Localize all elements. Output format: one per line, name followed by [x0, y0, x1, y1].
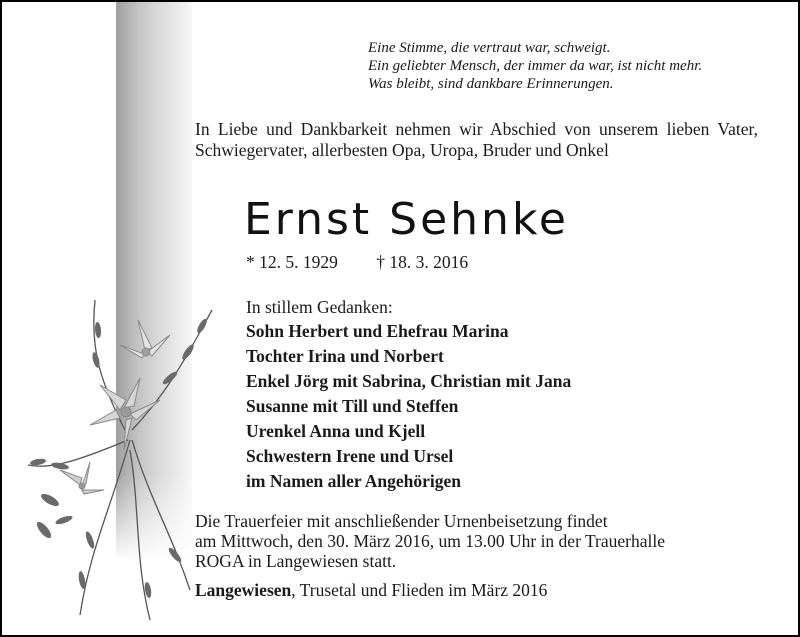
place-town: Langewiesen — [195, 580, 292, 600]
motto-line: Was bleibt, sind dankbare Erinnerungen. — [368, 76, 614, 92]
mourner-line: Urenkel Anna und Kjell — [246, 421, 426, 441]
service-line: am Mittwoch, den 30. März 2016, um 13.00 Uhr in der Trauerhalle — [195, 531, 665, 551]
birth-date: * 12. 5. 1929 — [246, 252, 338, 272]
mourner-line: Sohn Herbert und Ehefrau Marina — [246, 321, 509, 341]
place-rest: , Trusetal und Flieden im März 2016 — [291, 580, 548, 600]
motto-line: Eine Stimme, die vertraut war, schweigt. — [368, 40, 611, 56]
motto-line: Ein geliebter Mensch, der immer da war, ist nicht mehr. — [368, 58, 703, 74]
death-date: † 18. 3. 2016 — [376, 252, 469, 272]
mourners-list — [246, 295, 571, 494]
life-dates — [246, 252, 468, 273]
motto-verse — [368, 39, 778, 93]
mourner-line: Susanne mit Till und Steffen — [246, 396, 459, 416]
service-line: ROGA in Langewiesen statt. — [195, 551, 397, 571]
mourner-line: Enkel Jörg mit Sabrina, Christian mit Jana — [246, 371, 572, 391]
farewell-intro: In Liebe und Dankbarkeit nehmen wir Abschied von unserem lieben Vater, Schwiegervater, allerbesten Opa, Uropa, Bruder und Onkel — [195, 119, 758, 160]
service-line: Die Trauerfeier mit anschließender Urnenbeisetzung findet — [195, 511, 608, 531]
place-and-date — [195, 580, 547, 601]
mourner-line: Tochter Irina und Norbert — [246, 346, 444, 366]
mourners-lead: In stillem Gedanken: — [246, 297, 393, 317]
lily-bouquet-illustration — [20, 290, 220, 620]
mourner-line: im Namen aller Angehörigen — [246, 471, 462, 491]
funeral-service-info — [195, 511, 715, 571]
mourner-line: Schwestern Irene und Ursel — [246, 446, 454, 466]
deceased-name: Ernst Sehnke — [244, 194, 569, 245]
